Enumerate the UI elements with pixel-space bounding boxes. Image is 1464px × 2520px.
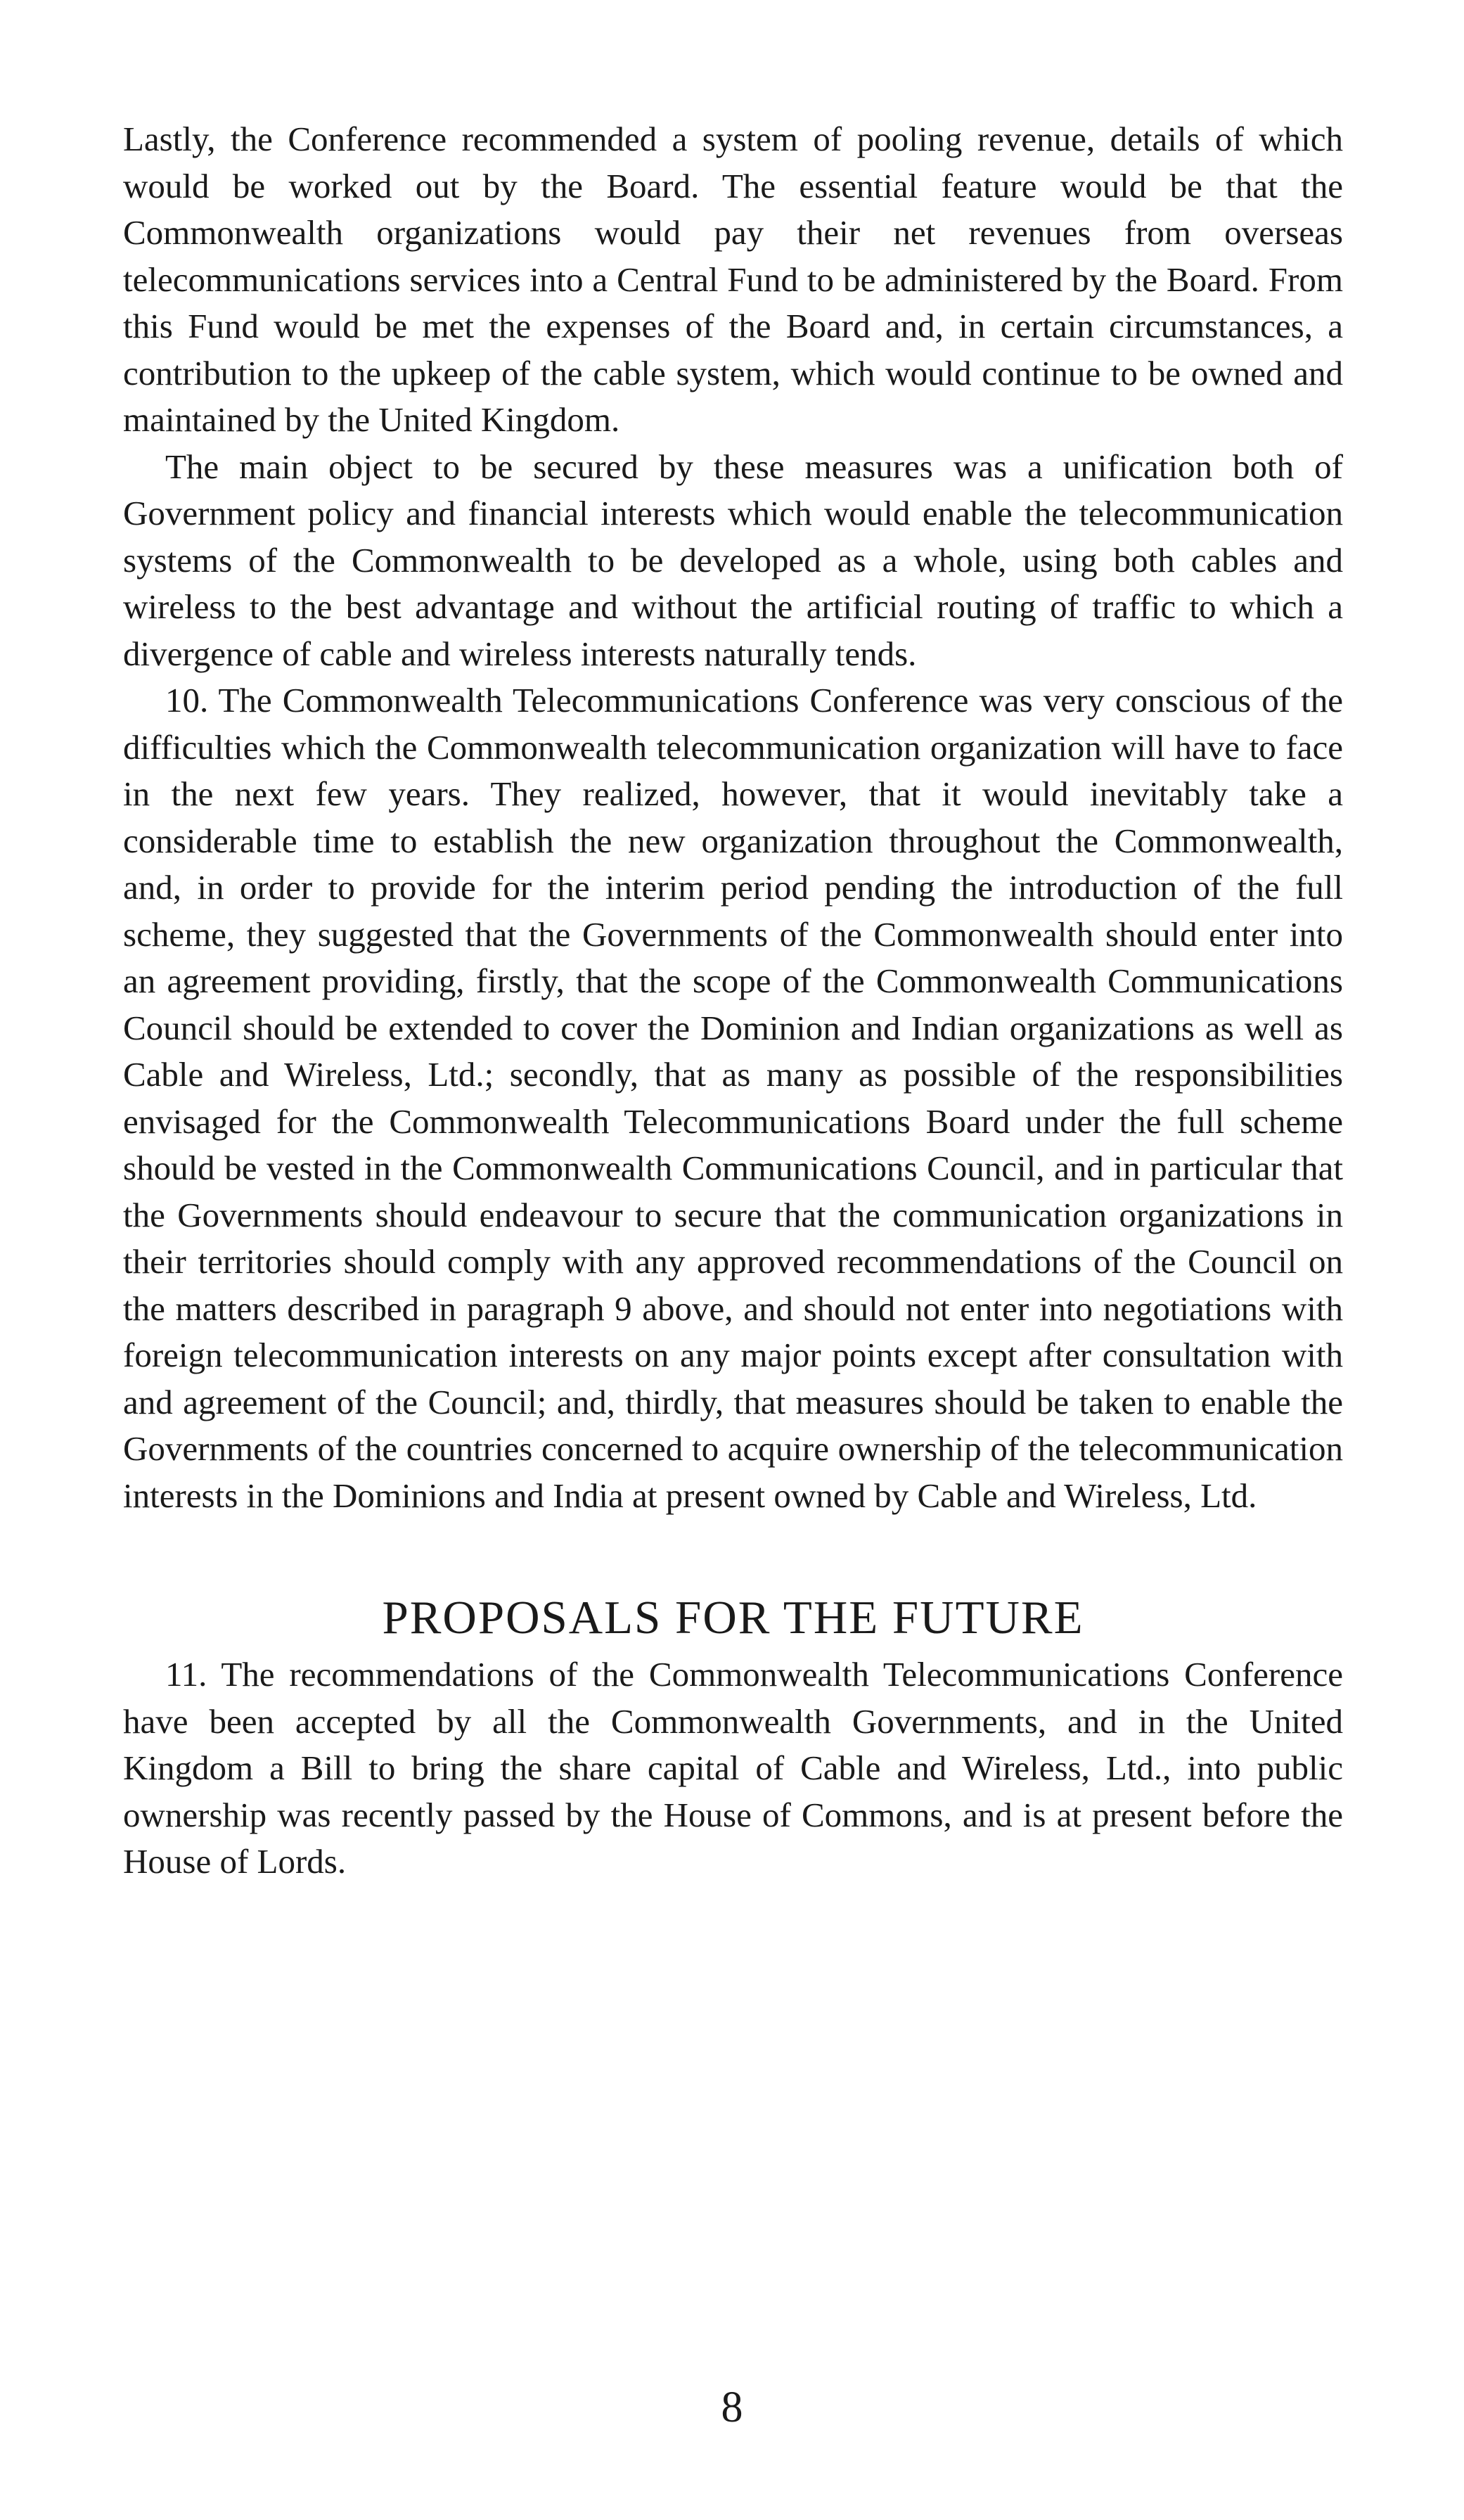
paragraph-11: 11. The recommendations of the Commonwealth Telecommunications Conference have been accepted by all the Commonwealth Governments, and in the United Kingdom a Bill to bring the share capital of Cable and Wireless, Ltd., into public ownership was recently passed by the House of Commons, and is at present before the House of Lords. [123, 1655, 1343, 1881]
paragraph-10: 10. The Commonwealth Telecommunications Conference was very conscious of the difficulties which the Commonwealth telecommunication organization will have to face in the next few years. They realized, however, that it would inevitably take a considerable time to establish the new organization throughout the Commonwealth, and, in order to provide for the interim period pending the introduction of the full scheme, they suggested that the Governments of the Commonwealth should enter into an agreement providing, firstly, that the scope of the Commonwealth Communications Council should be extended to cover the Dominion and Indian organizations as well as Cable and Wireless, Ltd.; secondly, that as many as possible of the responsibilities envisaged for the Commonwealth Telecommunications Board under the full scheme should be vested in the Commonwealth Communications Council, and in particular that the Governments should endeavour to secure that the communication organizations in their territories should comply with any approved recommendations of the Council on the matters described in paragraph 9 above, and should not enter into negotiations with foreign telecommunication interests on any major points except after consultation with and agreement of the Council; and, thirdly, that measures should be taken to enable the Governments of the countries concerned to acquire ownership of the telecommunication interests in the Dominions and India at present owned by Cable and Wireless, Ltd. [123, 681, 1343, 1515]
page-number: 8 [721, 2384, 743, 2431]
section-heading: PROPOSALS FOR THE FUTURE [382, 1592, 1084, 1644]
document-page [123, 116, 1343, 1886]
paragraph-main-object: The main object to be secured by these measures was a unification both of Government policy and financial interests which would enable the telecommunication systems of the Commonwealth to be developed as a whole, using both cables and wireless to the best advantage and without the artificial routing of traffic to which a divergence of cable and wireless interests naturally tends. [123, 447, 1343, 673]
paragraph-pooling-revenue: Lastly, the Conference recommended a system of pooling revenue, details of which would be worked out by the Board. The essential feature would be that the Commonwealth organizations would pay their net revenues from overseas telecommunications services into a Central Fund to be administered by the Board. From this Fund would be met the expenses of the Board and, in certain circumstances, a contribution to the upkeep of the cable system, which would continue to be owned and maintained by the United Kingdom. [123, 120, 1343, 439]
